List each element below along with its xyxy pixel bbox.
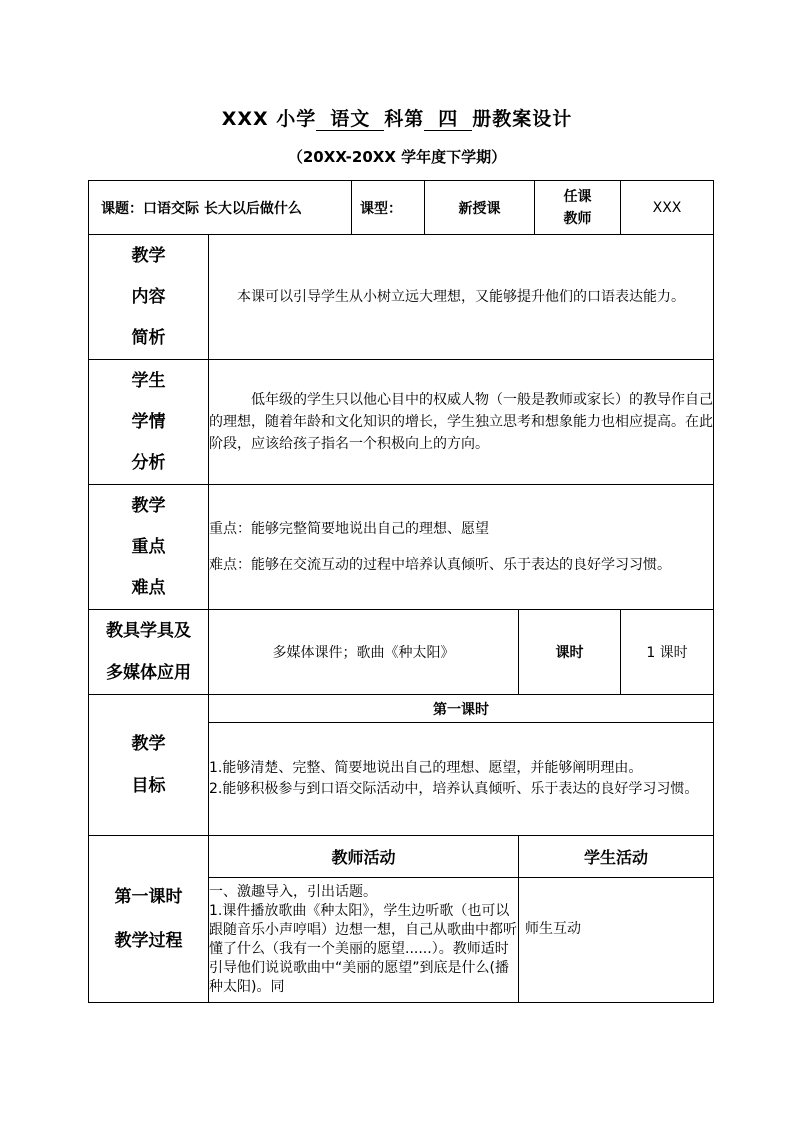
- keypoints-label: [89, 485, 209, 610]
- keypoints-row: [89, 485, 714, 610]
- content-text: 本课可以引导学生从小树立远大理想，又能够提升他们的口语表达能力。: [209, 235, 714, 360]
- teacher-activity-line: 1.课件播放歌曲《种太阳》，学生边听歌（也可以跟随音乐小声哼唱）边想一想，自己从歌曲中都听懂了什么（我有一个美丽的愿望......）。教师适时引导他们说说歌曲中“美丽的愿望”到底是什么(播种太阳)。同: [209, 903, 517, 995]
- goals-header-row: [89, 695, 714, 723]
- subject-blank: 语文: [316, 108, 384, 131]
- content-label-line: 教学: [131, 245, 166, 266]
- type-value: 新授课: [425, 181, 535, 235]
- topic-row: [89, 181, 714, 235]
- difficulty-text: 难点：能够在交流互动的过程中培养认真倾听、乐于表达的良好学习习惯。: [209, 557, 671, 573]
- volume-blank: 四: [424, 108, 472, 131]
- teacher-label: [535, 181, 621, 235]
- media-label-line: 教具学具及: [106, 621, 191, 641]
- content-row: [89, 235, 714, 360]
- keypoints-cell: [209, 485, 714, 610]
- analysis-label-line: 学生: [131, 370, 166, 391]
- goals-cell: [209, 723, 714, 836]
- media-row: [89, 610, 714, 695]
- lesson-plan-table: [88, 180, 714, 1003]
- analysis-row: [89, 360, 714, 485]
- media-label: [89, 610, 209, 695]
- content-label-line: 内容: [131, 286, 166, 307]
- topic-cell: 课题：口语交际 长大以后做什么: [89, 181, 352, 235]
- goals-label-line: 教学: [131, 734, 166, 754]
- focus-text: 重点：能够完整简要地说出自己的理想、愿望: [209, 521, 489, 537]
- keypoints-label-line: 难点: [131, 577, 166, 598]
- school-name: XXX 小学: [221, 108, 317, 130]
- hours-label: 课时: [519, 610, 621, 695]
- analysis-label-line: 分析: [131, 452, 166, 473]
- teacher-activity-line: 一、激趣导入，引出话题。: [209, 884, 377, 900]
- goals-label-line: 目标: [131, 776, 166, 796]
- goal-item: 2.能够积极参与到口语交际活动中，培养认真倾听、乐于表达的良好学习习惯。: [209, 781, 699, 797]
- analysis-label-line: 学情: [131, 411, 166, 432]
- title-ke-di: 科第: [384, 108, 425, 130]
- analysis-text: 低年级的学生只以他心目中的权威人物（一般是教师或家长）的教导作自己的理想，随着年龄和文化知识的增长，学生独立思考和想象能力也相应提高。在此阶段，应该给孩子指名一个积极向上的方向。: [209, 360, 714, 485]
- content-label: [89, 235, 209, 360]
- teacher-label-line2: 教师: [563, 210, 592, 227]
- teacher-activity-header: 教师活动: [209, 836, 519, 878]
- title-design: 册教案设计: [472, 108, 573, 130]
- teacher-activity-cell: [209, 878, 519, 1003]
- hours-value: 1 课时: [621, 610, 714, 695]
- type-label: 课型：: [352, 181, 425, 235]
- goals-label: [89, 695, 209, 836]
- goals-header: 第一课时: [209, 695, 714, 723]
- keypoints-label-line: 重点: [131, 536, 166, 557]
- process-label: [89, 836, 209, 1003]
- teacher-value: XXX: [621, 181, 714, 235]
- media-label-line: 多媒体应用: [106, 663, 191, 683]
- process-label-line: 教学过程: [114, 931, 183, 951]
- teacher-label-line1: 任课: [563, 188, 592, 205]
- document-subtitle: （20XX-20XX 学年度下学期）: [287, 148, 507, 166]
- process-header-row: [89, 836, 714, 878]
- media-value: 多媒体课件；歌曲《种太阳》: [209, 610, 519, 695]
- student-activity-header: 学生活动: [519, 836, 714, 878]
- goal-item: 1.能够清楚、完整、简要地说出自己的理想、愿望，并能够阐明理由。: [209, 760, 643, 776]
- analysis-label: [89, 360, 209, 485]
- student-activity-cell: 师生互动: [519, 878, 714, 1003]
- process-label-line: 第一课时: [114, 887, 183, 907]
- content-label-line: 简析: [131, 327, 166, 348]
- keypoints-label-line: 教学: [131, 495, 166, 516]
- document-title: [0, 104, 794, 131]
